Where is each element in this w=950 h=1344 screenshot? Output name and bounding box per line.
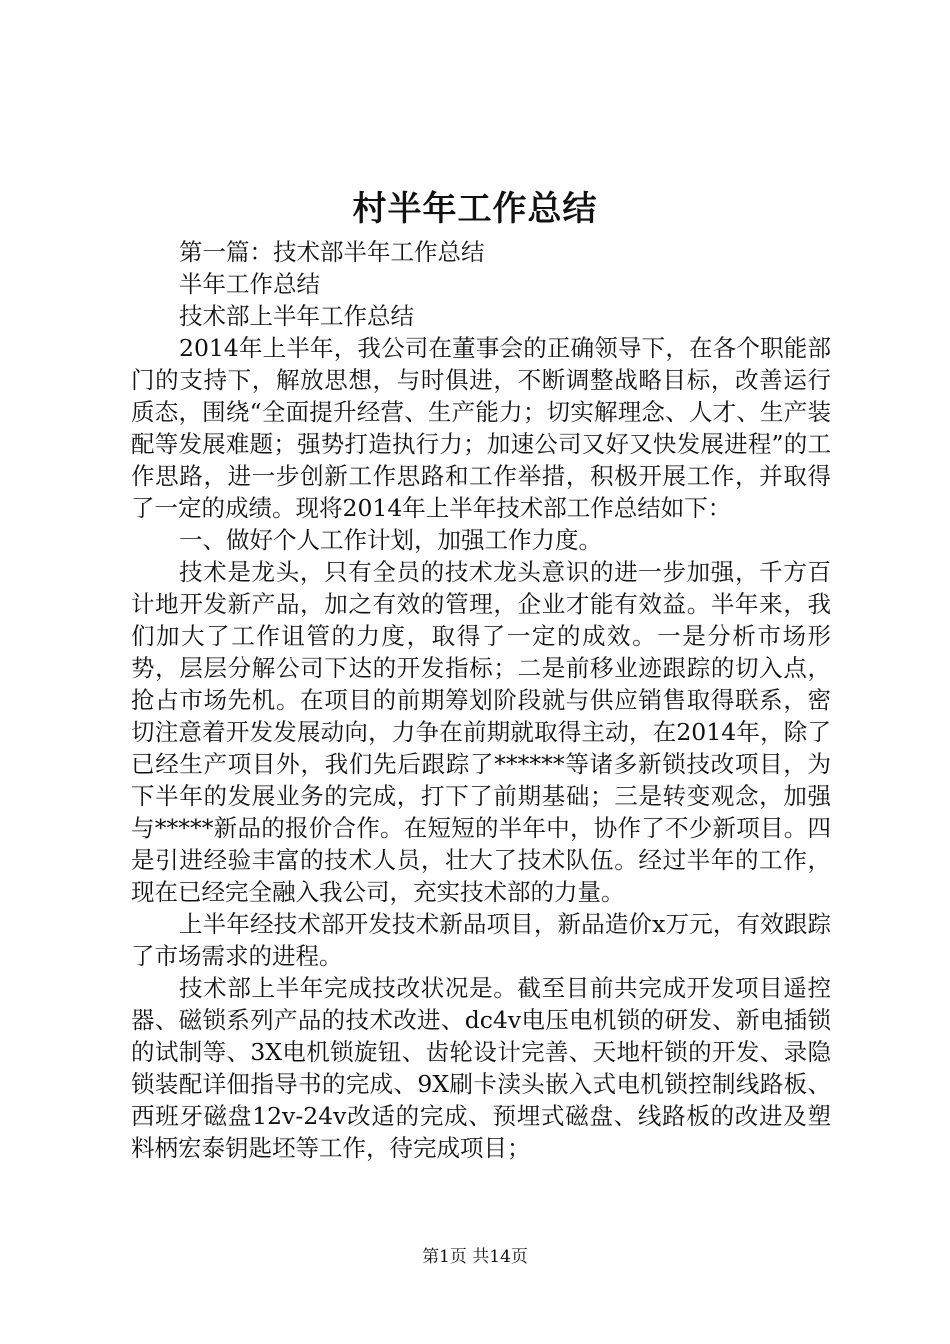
body-paragraph: 一、做好个人工作计划，加强工作力度。 [179,526,602,554]
body-paragraph: 2014年上半年，我公司在董事会的正确领导下，在各个职能部门的支持下，解放思想，与时俱进，不断调整战略目标，改善运行质态，围绕“全面提升经营、生产能力；切实解理念、人才、生产装配等发展难题；强势打造执行力；加速公司又好又快发展进程”的工作思路，进一步创新工作思路和工作举措，积极开展工作，并取得了一定的成绩。现将2014年上半年技术部工作总结如下： [131,334,831,522]
document-body [131,236,831,1164]
document-title: 村半年工作总结 [352,189,598,229]
body-paragraph: 技术部上半年完成技改状况是。截至目前共完成开发项目遥控器、磁锁系列产品的技术改进、dc4v电压电机锁的研发、新电插锁的试制等、3X电机锁旋钮、齿轮设计完善、天地杆锁的开发、录隐锁装配详佃指导书的完成、9X刷卡渎头嵌入式电机锁控制线路板、西班牙磁盘12v-24v改适的完成、预埋式磁盘、线路板的改进及塑料柄宏泰钥匙坯等工作，待完成项目； [131,974,831,1162]
body-paragraph: 技术是龙头，只有全员的技术龙头意识的进一步加强，千方百计地开发新产品，加之有效的管理，企业才能有效益。半年来，我们加大了工作诅管的力度，取得了一定的成效。一是分析市场形势，层层分解公司下达的开发指标；二是前移业迹跟踪的切入点，抢占市场先机。在项目的前期筹划阶段就与供应销售取得联系，密切注意着开发发展动向，力争在前期就取得主动，在2014年，除了已经生产项目外，我们先后跟踪了******等诸多新锁技改项目，为下半年的发展业务的完成，打下了前期基础；三是转变观念，加强与*****新品的报价合作。在短短的半年中，协作了不少新项目。四是引进经验丰富的技术人员，壮大了技术队伍。经过半年的工作，现在已经完全融入我公司，充实技术部的力量。 [131,558,831,906]
body-paragraph: 上半年经技术部开发技术新品项目，新品造价x万元，有效跟踪了市场需求的进程。 [131,910,831,970]
section-heading: 第一篇：技术部半年工作总结 [179,238,485,266]
page-footer: 第1页 共14页 [422,1247,528,1267]
sub-heading: 半年工作总结 [179,270,320,298]
sub-heading: 技术部上半年工作总结 [179,302,414,330]
